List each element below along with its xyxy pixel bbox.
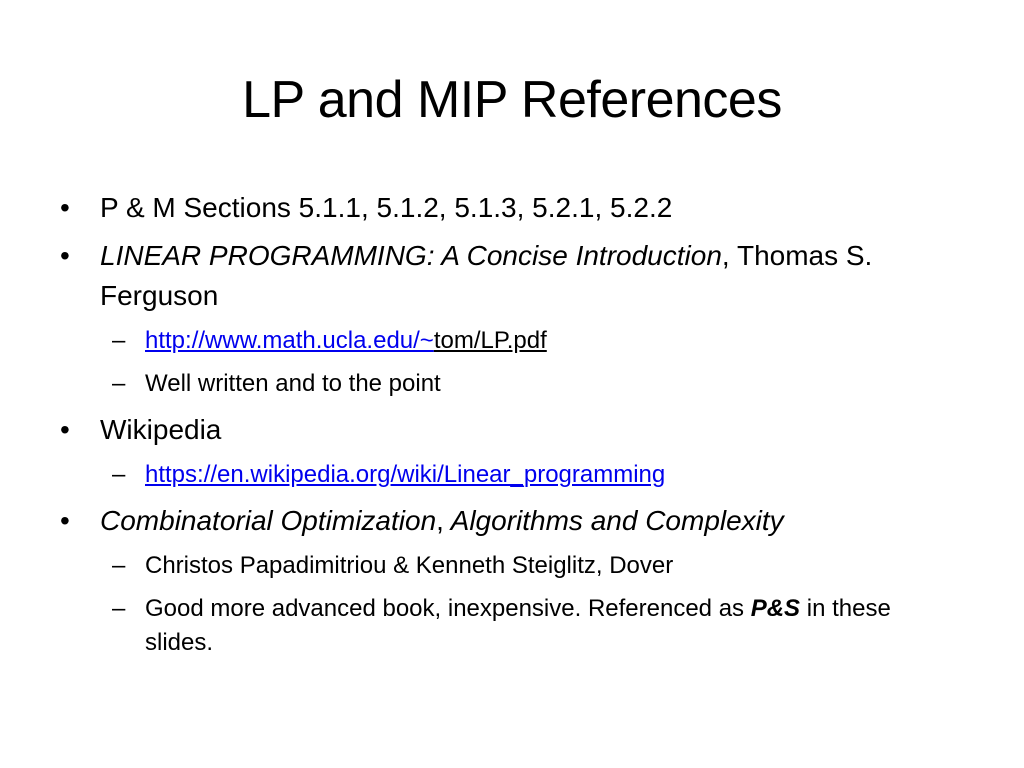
bullet-icon: •	[60, 414, 70, 445]
bullet-icon: •	[60, 505, 70, 536]
dash-icon: –	[112, 370, 126, 397]
sub-item-text: Well written and to the point	[145, 370, 441, 397]
slide-body	[0, 188, 1024, 669]
ps-abbrev: P&S	[750, 595, 801, 622]
slide-title: LP and MIP References	[242, 71, 782, 129]
book-title-separator: ,	[436, 505, 444, 536]
sub-item-authors	[0, 549, 1024, 583]
sub-item-ferguson-link	[0, 324, 1024, 358]
item-text: Wikipedia	[100, 414, 222, 445]
sub-item-ps-note	[0, 592, 1024, 660]
book-title-part-b: Algorithms and Complexity	[443, 505, 784, 536]
bullet-item-pm-sections	[0, 188, 1024, 228]
ferguson-pdf-link[interactable]: http://www.math.ucla.edu/~	[145, 327, 434, 354]
book-title-part-a: Combinatorial Optimization	[100, 505, 437, 536]
bullet-icon: •	[60, 192, 70, 223]
item-text: P & M Sections 5.1.1, 5.1.2, 5.1.3, 5.2.1, 5.2.2	[100, 192, 673, 223]
sub-item-text-c: in these slides.	[145, 595, 891, 656]
ferguson-pdf-link-tail[interactable]: tom/LP.pdf	[433, 327, 547, 354]
sub-item-ferguson-note	[0, 367, 1024, 401]
dash-icon: –	[112, 461, 126, 488]
bullet-item-ferguson	[0, 236, 1024, 316]
book-title: LINEAR PROGRAMMING: A Concise Introduction	[100, 240, 722, 271]
bullet-icon: •	[60, 240, 70, 271]
sub-item-text-a: Good more advanced book, inexpensive. Referenced as	[145, 595, 751, 622]
bullet-item-wikipedia	[0, 410, 1024, 450]
author-text: , Thomas S. Ferguson	[100, 240, 873, 311]
bullet-item-combinatorial	[0, 501, 1024, 541]
dash-icon: –	[112, 552, 126, 579]
sub-item-text: Christos Papadimitriou & Kenneth Steiglitz, Dover	[145, 552, 674, 579]
dash-icon: –	[112, 595, 126, 622]
wikipedia-link[interactable]: https://en.wikipedia.org/wiki/Linear_programming	[145, 461, 666, 488]
sub-item-wikipedia-link	[0, 458, 1024, 492]
dash-icon: –	[112, 327, 126, 354]
